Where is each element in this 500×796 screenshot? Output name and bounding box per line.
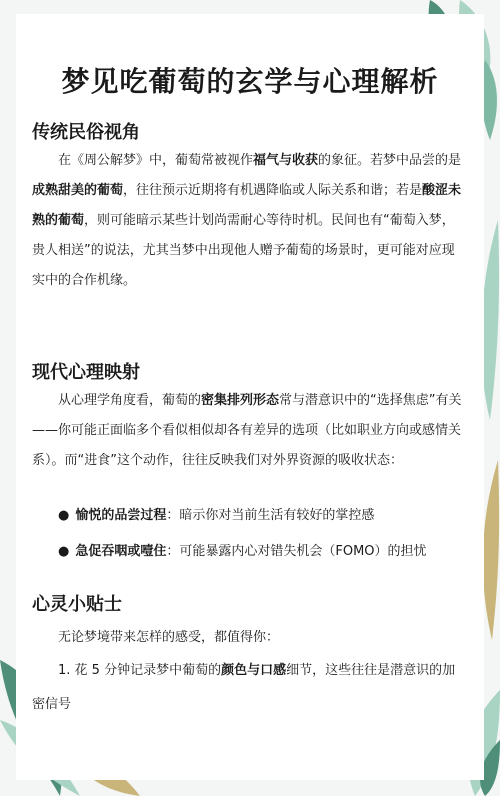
page-title: 梦见吃葡萄的玄学与心理解析 bbox=[61, 65, 439, 98]
article-card bbox=[16, 14, 484, 780]
section-traditional-paragraph: 在《周公解梦》中，葡萄常被视作福气与收获的象征。若梦中品尝的是成熟甜美的葡萄，往往预示近期将有机遇降临或人际关系和谐；若是酸涩未熟的葡萄，则可能暗示某些计划尚需耐心等待时机。民间也有“葡萄入梦，贵人相送”的说法，尤其当梦中出现他人赠予葡萄的场景时，更可能对应现实中的合作机缘。 bbox=[32, 153, 462, 288]
list-item: ● 急促吞咽或噎住：可能暴露内心对错失机会（FOMO）的担忧 bbox=[58, 544, 427, 559]
section-heading-tips: 心灵小贴士 bbox=[32, 594, 122, 615]
section-heading-psychology: 现代心理映射 bbox=[32, 362, 140, 383]
section-heading-traditional: 传统民俗视角 bbox=[32, 122, 140, 143]
tips-intro: 无论梦境带来怎样的感受，都值得你： bbox=[58, 630, 280, 645]
list-item: ● 愉悦的品尝过程：暗示你对当前生活有较好的掌控感 bbox=[58, 508, 375, 523]
list-item: 1. 花 5 分钟记录梦中葡萄的颜色与口感细节，这些往往是潜意识的加密信号 bbox=[32, 663, 456, 712]
section-psychology-paragraph: 从心理学角度看，葡萄的密集排列形态常与潜意识中的“选择焦虑”有关——你可能正面临多个看似相似却各有差异的选项（比如职业方向或感情关系）。而“进食”这个动作，往往反映我们对外界资源的吸收状态： bbox=[32, 393, 462, 468]
